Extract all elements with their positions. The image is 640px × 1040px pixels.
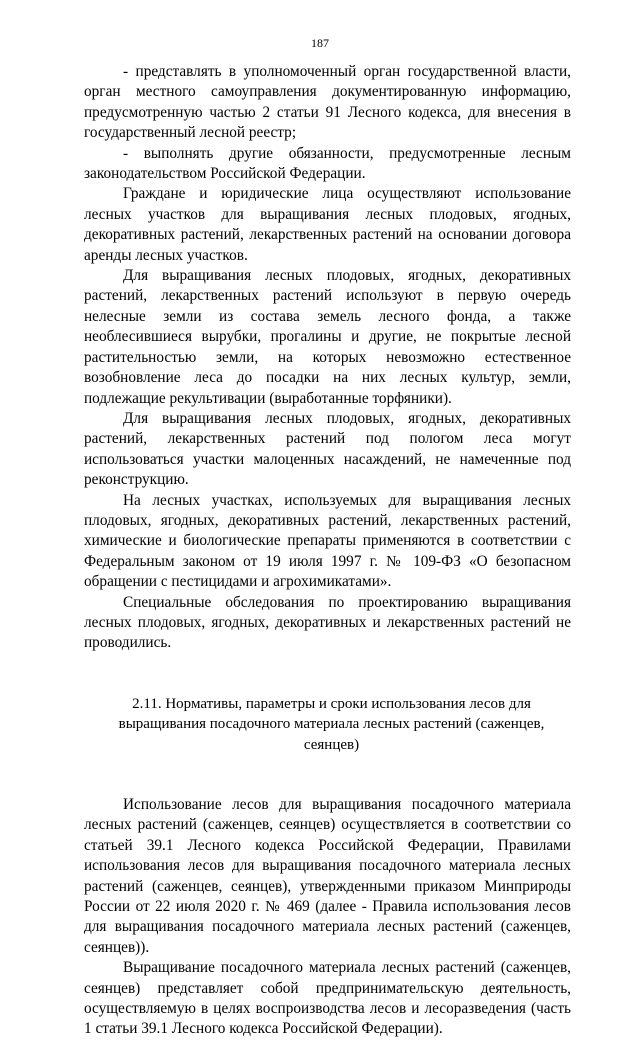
spacer xyxy=(84,674,571,694)
paragraph: На лесных участках, используемых для выращивания лесных плодовых, ягодных, декоративных растений, лекарственных растений, химические и биологические препараты применяются в соответствии с Федеральным законом от 19 июля 1997 г. № 109-ФЗ «О безопасном обращении с пестицидами и агрохимикатами». xyxy=(84,491,571,591)
spacer xyxy=(84,755,571,775)
paragraph: Выращивание посадочного материала лесных растений (саженцев, сеянцев) представляет собой предпринимательскую деятельность, осуществляемую в целях воспроизводства лесов и лесоразведения (часть 1 статьи 39.1 Лесного кодекса Российской Федерации). xyxy=(84,959,571,1038)
paragraph: - выполнять другие обязанности, предусмотренные лесным законодательством Российской Федерации. xyxy=(84,144,571,183)
paragraph: Граждане и юридические лица осуществляют использование лесных участков для выращивания лесных плодовых, ягодных, декоративных растений, лекарственных растений на основании договора аренды лесных участков. xyxy=(84,185,571,264)
page-number: 187 xyxy=(311,36,329,50)
section-heading-line: 2.11. Нормативы, параметры и сроки использования лесов для xyxy=(132,695,531,712)
spacer xyxy=(84,775,571,795)
paragraph: Использование лесов для выращивания посадочного материала лесных растений (саженцев, сеянцев) осуществляется в соответствии со статьей 39.1 Лесного кодекса Российской Федерации, Правилами использования лесов для выращивания посадочного материала лесных растений (саженцев, сеянцев), утвержденными приказом Минприроды России от 22 июля 2020 г. № 469 (далее - Правила использования лесов для выращивания посадочного материала лесных растений (саженцев, сеянцев)). xyxy=(84,796,571,956)
paragraph: Специальные обследования по проектированию выращивания лесных плодовых, ягодных, декоративных и лекарственных растений не проводились. xyxy=(84,593,571,652)
paragraph: Для выращивания лесных плодовых, ягодных, декоративных растений, лекарственных растений используют в первую очередь нелесные земли из состава земель лесного фонда, а также необлесившиеся вырубки, прогалины и другие, не покрытые лесной растительностью земли, на которых невозможно естественное возобновление леса до посадки на них лесных культур, земли, подлежащие рекультивации (выработанные торфяники). xyxy=(84,267,571,407)
paragraph: Для выращивания лесных плодовых, ягодных, декоративных растений, лекарственных растений под пологом леса могут использоваться участки малоценных насаждений, не намеченные под реконструкцию. xyxy=(84,409,571,489)
section-heading-line: выращивания посадочного материала лесных растений (саженцев, сеянцев) xyxy=(118,716,545,753)
paragraph: - представлять в уполномоченный орган государственной власти, орган местного самоуправления документированную информацию, предусмотренную частью 2 статьи 91 Лесного кодекса, для внесения в государственный лесной реестр; xyxy=(84,63,571,142)
section-heading xyxy=(84,694,571,755)
spacer xyxy=(84,654,571,674)
document-body xyxy=(84,62,571,1040)
